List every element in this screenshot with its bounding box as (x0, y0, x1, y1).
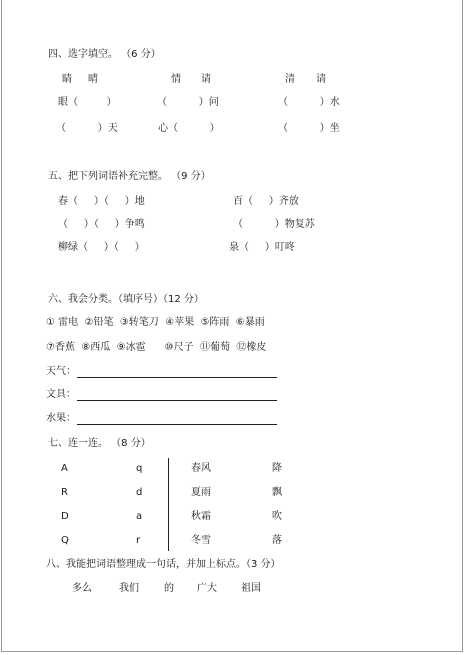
s7-col3-item[interactable]: 春风 (191, 463, 211, 474)
s6-options-row-2: ⑦香蕉 ⑧西瓜 ⑨冰雹 ⑩尺子 ⑪葡萄 ⑫橡皮 (46, 342, 267, 353)
s7-col2-item[interactable]: r (136, 535, 141, 546)
s6-label-stationery: 文具： (46, 389, 76, 400)
s5-row3-item-1: 柳绿（ ）（ ） (58, 242, 145, 253)
s4-row1-item-1: 眼（ ） (58, 97, 117, 108)
s6-options-row-1: ① 雷电 ②铅笔 ③转笔刀 ④苹果 ⑤阵雨 ⑥暴雨 (46, 317, 265, 328)
s6-label-weather: 天气： (46, 366, 76, 377)
s7-col1-item[interactable]: D (61, 511, 69, 522)
s7-col4-item[interactable]: 降 (272, 463, 282, 474)
s4-row2-item-2: 心（ ） (158, 123, 220, 134)
s5-row1-item-1: 春（ ）（ ）地 (58, 196, 145, 207)
section-6-heading: 六、我会分类。（填序号）（12 分） (48, 294, 204, 305)
s7-col3-item[interactable]: 夏雨 (191, 487, 211, 498)
s7-col1-item[interactable]: R (61, 487, 68, 498)
section-8-heading: 八、我能把词语整理成一句话，并加上标点。（3 分） (46, 559, 281, 570)
section-7-heading: 七、连一连。 （8 分） (48, 438, 151, 449)
section-4-heading: 四、选字填空。 （6 分） (48, 49, 161, 60)
s8-word: 广大 (197, 583, 217, 594)
s4-char-6: 请 (316, 74, 326, 85)
s4-row1-item-3: （ ）水 (278, 97, 340, 108)
s4-row2-item-1: （ ）天 (56, 123, 118, 134)
s7-divider (168, 458, 169, 551)
s4-char-2: 晴 (88, 74, 98, 85)
s8-word: 祖国 (241, 583, 261, 594)
s6-answer-line-stationery[interactable] (77, 400, 277, 401)
s5-row1-item-2: 百（ ）齐放 (233, 196, 299, 207)
s7-col2-item[interactable]: q (136, 463, 143, 474)
s5-row3-item-2: 泉（ ）叮咚 (229, 242, 295, 253)
s4-char-1: 睛 (62, 74, 72, 85)
s8-word: 我们 (119, 583, 139, 594)
s8-word: 的 (164, 583, 174, 594)
section-5-heading: 五、把下列词语补充完整。 （9 分） (48, 171, 211, 182)
s4-row2-item-3: （ ）坐 (278, 123, 340, 134)
s7-col2-item[interactable]: d (136, 487, 143, 498)
s6-answer-line-weather[interactable] (77, 377, 277, 378)
s7-col1-item[interactable]: A (61, 463, 68, 474)
s7-col3-item[interactable]: 秋霜 (191, 511, 211, 522)
s6-answer-line-fruit[interactable] (77, 424, 277, 425)
s7-col4-item[interactable]: 落 (272, 535, 282, 546)
s4-char-3: 情 (171, 74, 181, 85)
s7-col4-item[interactable]: 吹 (272, 511, 282, 522)
s7-col3-item[interactable]: 冬雪 (191, 535, 211, 546)
s8-word: 多么 (72, 583, 92, 594)
s4-char-4: 请 (201, 74, 211, 85)
s5-row2-item-1: （ ）（ ）争鸣 (58, 219, 145, 230)
s5-row2-item-2: （ ）物复苏 (233, 219, 315, 230)
s4-row1-item-2: （ ）问 (157, 97, 219, 108)
s4-char-5: 清 (285, 74, 295, 85)
s7-col1-item[interactable]: Q (61, 535, 69, 546)
s7-col2-item[interactable]: a (136, 511, 143, 522)
s7-col4-item[interactable]: 飘 (272, 487, 282, 498)
s6-label-fruit: 水果： (46, 413, 76, 424)
